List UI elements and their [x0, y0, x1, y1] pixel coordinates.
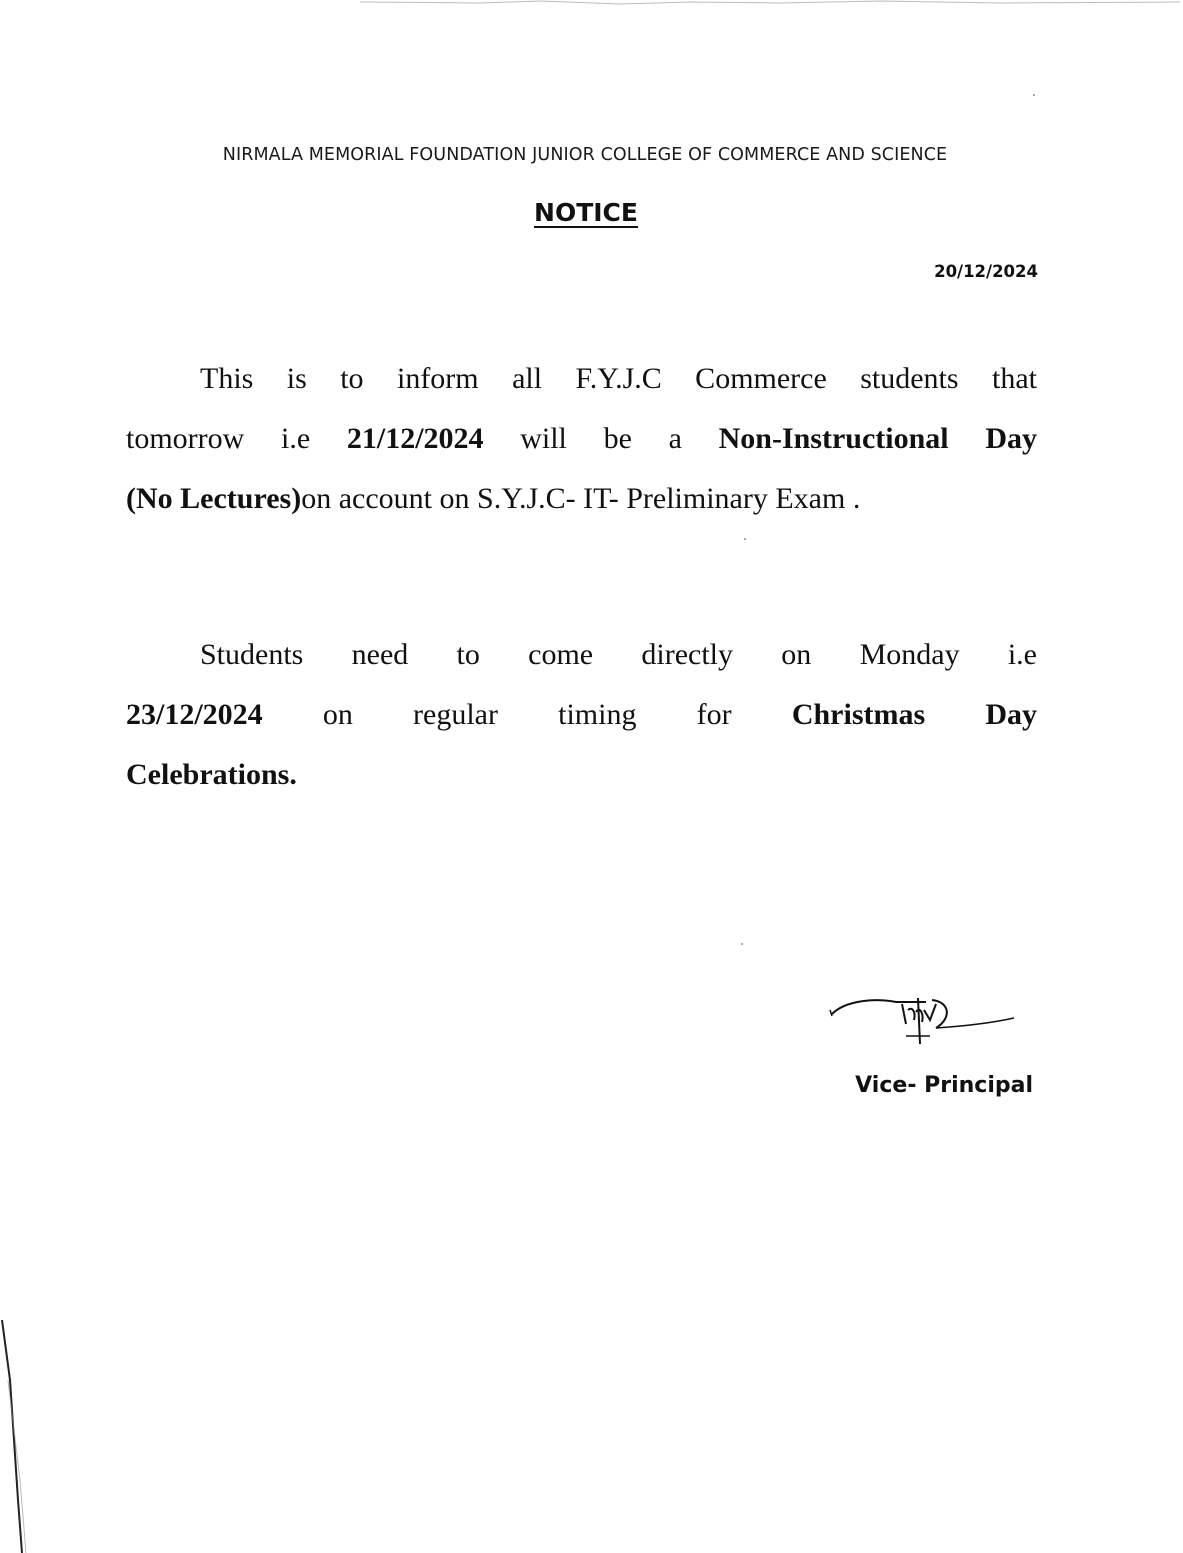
paragraph-1-line-1: This is to inform all F.Y.J.C Commerce students that — [200, 362, 1037, 395]
scan-speck — [1033, 94, 1035, 96]
emphasis-text: Christmas Day — [791, 698, 1037, 731]
holiday-date: 21/12/2024 — [346, 422, 484, 455]
college-name: NIRMALA MEMORIAL FOUNDATION JUNIOR COLLEGE OF COMMERCE AND SCIENCE — [222, 145, 948, 165]
notice-title — [0, 198, 1172, 227]
scan-speck — [744, 538, 746, 540]
text-segment: will be a — [483, 422, 719, 455]
paragraph-2-line-1: Students need to come directly on Monday i.e — [200, 638, 1037, 671]
signature-mark — [826, 990, 1026, 1050]
paragraph-1-line-3 — [126, 482, 1037, 522]
text-segment: on account on S.Y.J.C- IT- Preliminary Exam . — [301, 482, 861, 515]
paragraph-1-line-2 — [126, 422, 1037, 462]
notice-paragraph-1 — [126, 362, 1037, 562]
emphasis-text: Non-Instructional Day — [718, 422, 1037, 455]
scan-edge-artifact — [360, 0, 1180, 8]
notice-paragraph-2 — [126, 638, 1037, 838]
paragraph-2-line-3 — [126, 758, 1037, 798]
notice-date: 20/12/2024 — [934, 262, 1038, 281]
scan-edge-artifact — [0, 1320, 40, 1553]
text-segment: tomorrow i.e — [126, 422, 347, 455]
text-segment: on regular timing for — [262, 698, 792, 731]
emphasis-text: Celebrations. — [126, 758, 297, 791]
emphasis-text: (No Lectures) — [126, 482, 302, 515]
notice-title-text: NOTICE — [534, 198, 638, 227]
paragraph-2-line-2 — [126, 698, 1037, 738]
resume-date: 23/12/2024 — [126, 698, 263, 731]
signatory-title: Vice- Principal — [855, 1073, 1033, 1098]
scan-speck — [741, 943, 743, 945]
